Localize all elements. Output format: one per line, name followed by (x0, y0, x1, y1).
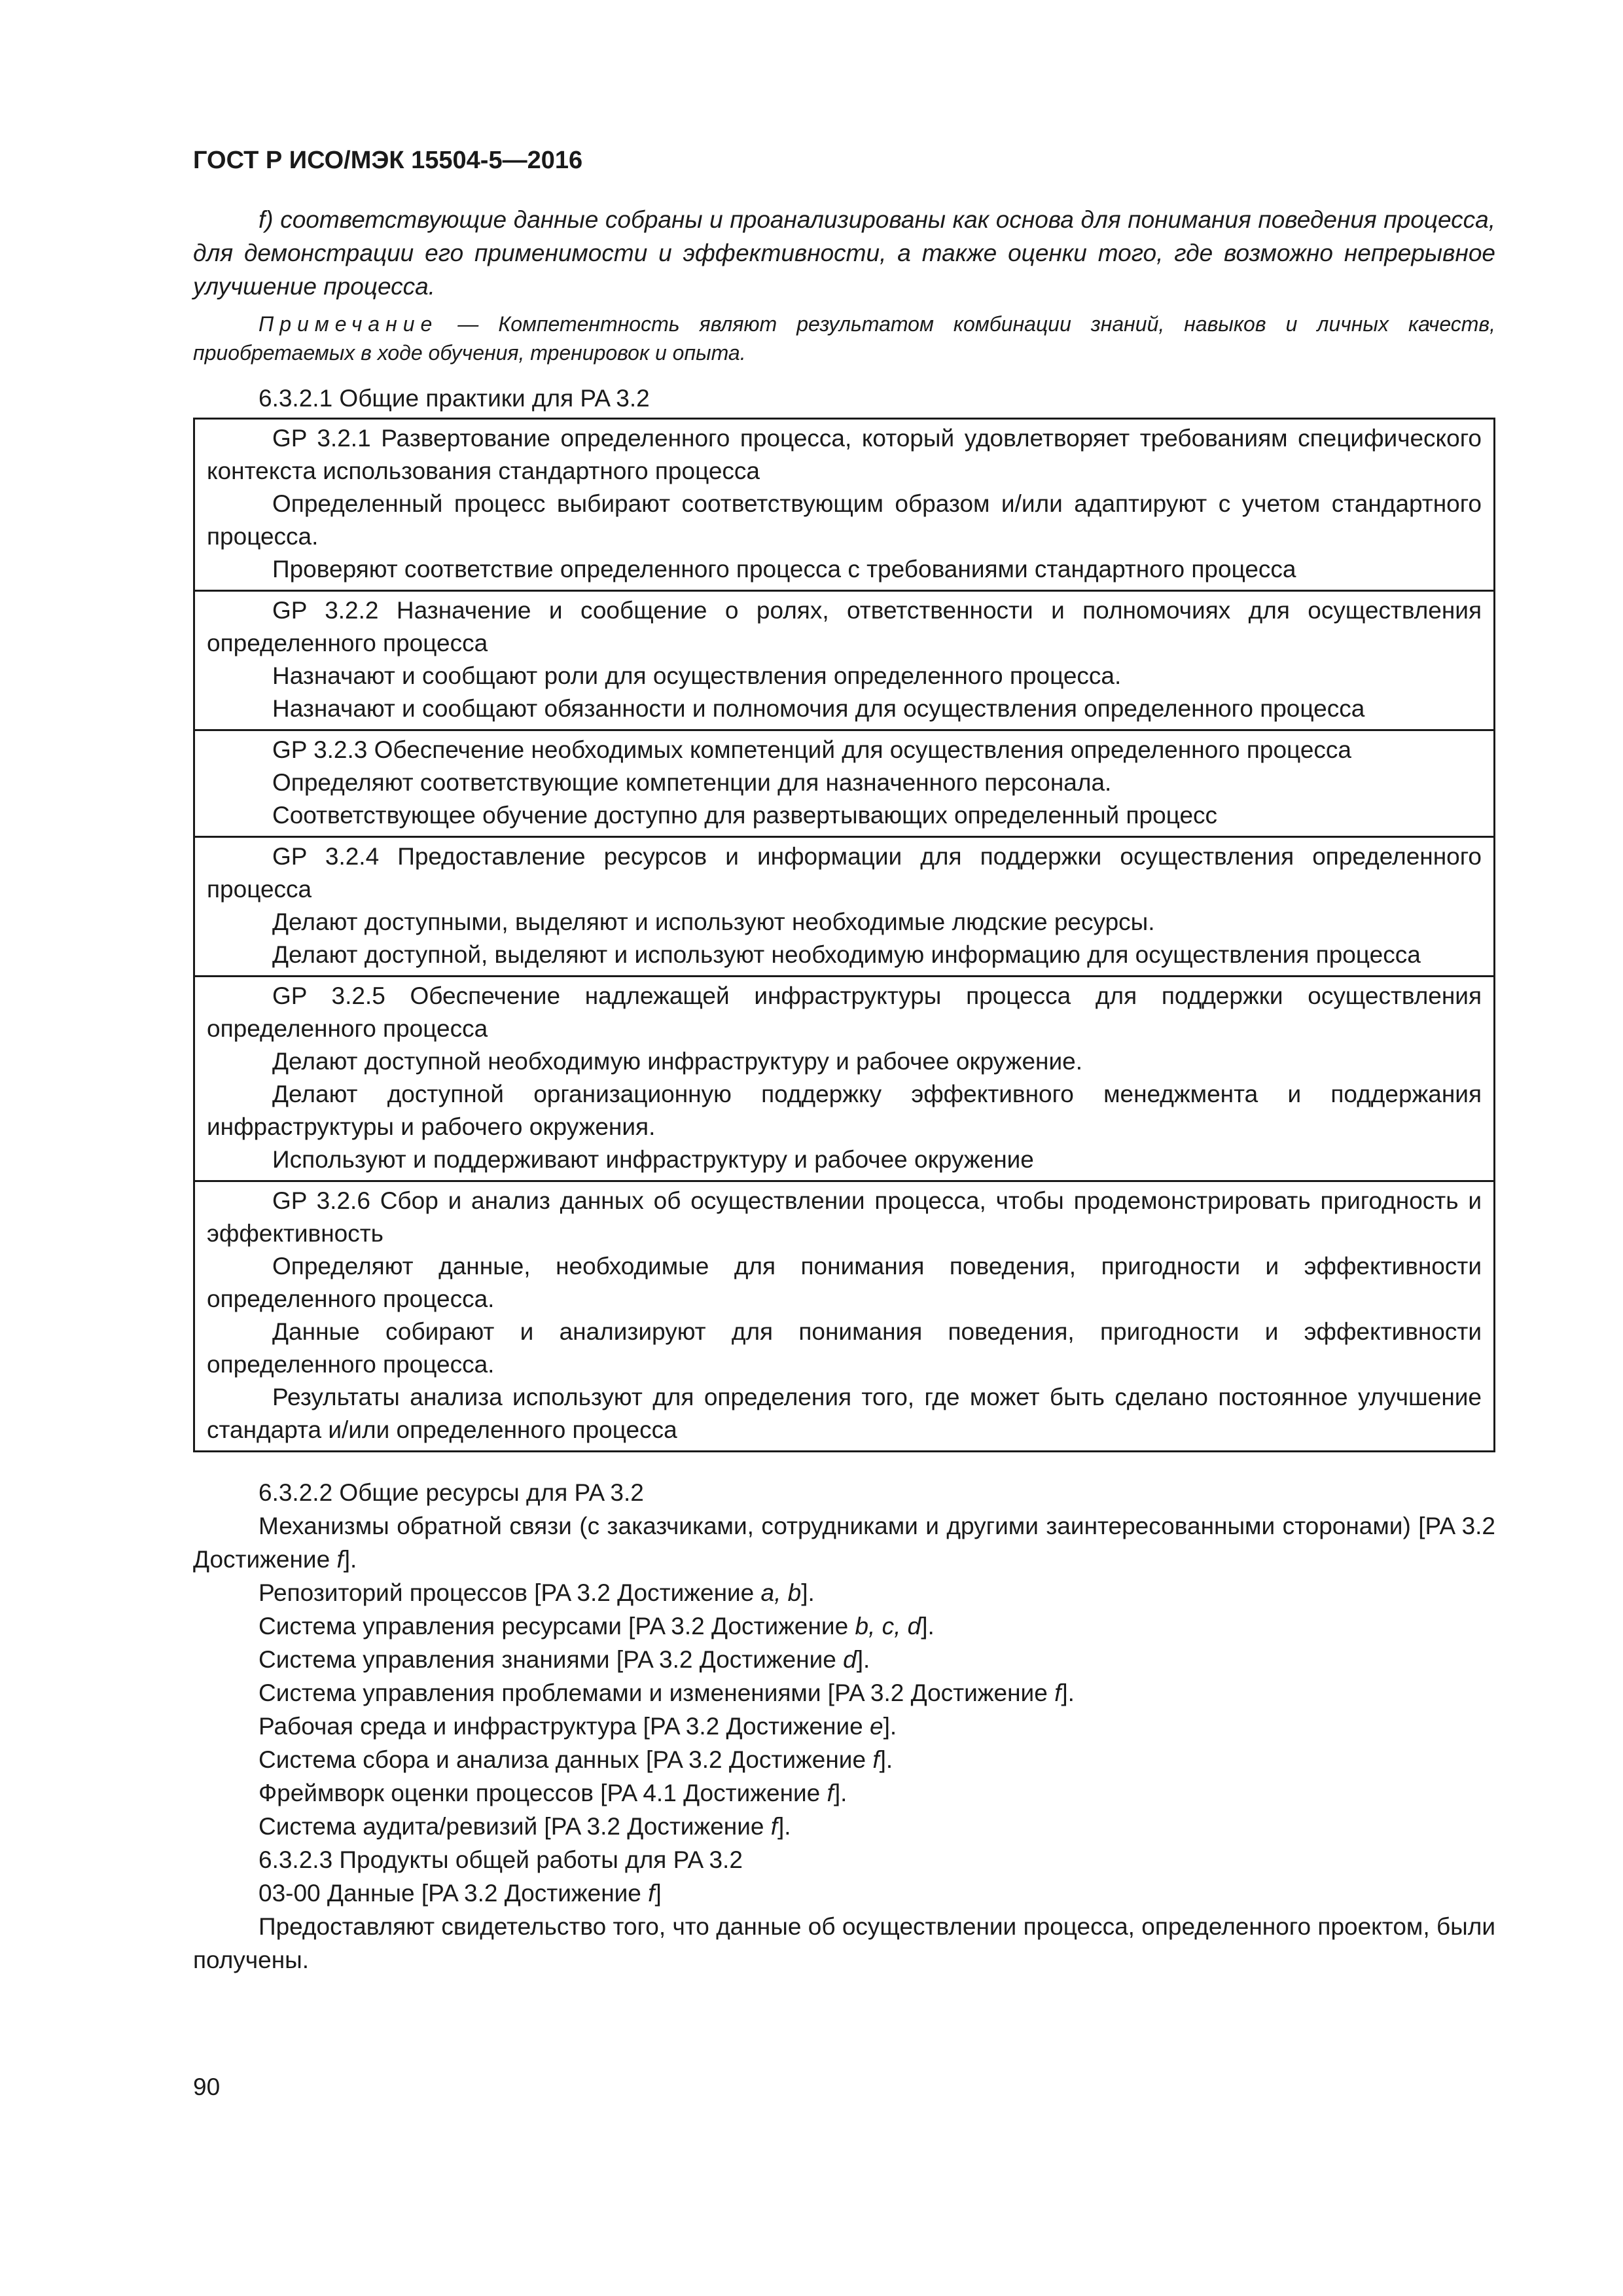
practice-line: Определяют данные, необходимые для понимания поведения, пригодности и эффективности определенного процесса. (207, 1253, 1482, 1312)
resource-item: Система управления ресурсами [PA 3.2 Достижение b, c, d]. (259, 1613, 935, 1640)
document-header: ГОСТ Р ИСО/МЭК 15504-5—2016 (193, 147, 583, 174)
practice-title: GP 3.2.4 Предоставление ресурсов и информации для поддержки осуществления определенного процесса (207, 843, 1482, 903)
resources-section (193, 1476, 1495, 1977)
practice-line: Определенный процесс выбирают соответствующим образом и/или адаптируют с учетом стандартного процесса. (207, 490, 1482, 550)
resource-item: Репозиторий процессов [PA 3.2 Достижение a, b]. (259, 1579, 815, 1606)
practice-line: Назначают и сообщают обязанности и полномочия для осуществления определенного процесса (272, 695, 1365, 722)
section-heading-6322: 6.3.2.2 Общие ресурсы для PA 3.2 (259, 1479, 644, 1506)
practice-title: GP 3.2.3 Обеспечение необходимых компетенций для осуществления определенного процесса (272, 736, 1351, 763)
practice-line: Результаты анализа используют для определения того, где может быть сделано постоянное улучшение стандарта и/или определенного процесса (207, 1384, 1482, 1443)
resource-item: Фреймворк оценки процессов [PA 4.1 Достижение f]. (259, 1780, 847, 1806)
practices-table (193, 418, 1495, 1452)
resource-item: Система управления знаниями [PA 3.2 Достижение d]. (259, 1646, 870, 1673)
practice-line: Данные собирают и анализируют для понимания поведения, пригодности и эффективности определенного процесса. (207, 1318, 1482, 1378)
resource-item: Система сбора и анализа данных [PA 3.2 Достижение f]. (259, 1746, 893, 1773)
practice-line: Назначают и сообщают роли для осуществления определенного процесса. (272, 662, 1122, 689)
resource-item: Рабочая среда и инфраструктура [PA 3.2 Достижение e]. (259, 1713, 897, 1740)
practice-line: Делают доступными, выделяют и используют необходимые людские ресурсы. (272, 908, 1155, 935)
practice-line: Используют и поддерживают инфраструктуру и рабочее окружение (272, 1146, 1034, 1173)
practice-line: Проверяют соответствие определенного процесса с требованиями стандартного процесса (272, 556, 1296, 583)
note-label: Примечание (259, 312, 438, 336)
section-heading-6321: 6.3.2.1 Общие практики для PA 3.2 (259, 385, 650, 412)
page-content (193, 144, 1495, 1977)
practice-line: Соответствующее обучение доступно для развертывающих определенный процесс (272, 802, 1218, 829)
practice-cell-3 (195, 731, 1493, 838)
practice-line: Делают доступной, выделяют и используют необходимую информацию для осуществления процесса (272, 941, 1421, 968)
resource-item: Система аудита/ревизий [PA 3.2 Достижение f]. (259, 1813, 791, 1840)
resource-item: Система управления проблемами и изменениями [PA 3.2 Достижение f]. (259, 1679, 1075, 1706)
practice-title: GP 3.2.6 Сбор и анализ данных об осуществлении процесса, чтобы продемонстрировать пригодность и эффективность (207, 1187, 1482, 1247)
work-product-item: 03-00 Данные [PA 3.2 Достижение f] (259, 1880, 662, 1907)
work-product-description: Предоставляют свидетельство того, что данные об осуществлении процесса, определенного проектом, были получены. (193, 1913, 1495, 1973)
practice-line: Определяют соответствующие компетенции для назначенного персонала. (272, 769, 1112, 796)
practice-title: GP 3.2.1 Развертование определенного процесса, который удовлетворяет требованиям специфического контекста использования стандартного процесса (207, 425, 1482, 484)
practice-line: Делают доступной необходимую инфраструктуру и рабочее окружение. (272, 1048, 1083, 1075)
note (193, 310, 1495, 367)
section-heading-6323: 6.3.2.3 Продукты общей работы для PA 3.2 (259, 1846, 743, 1873)
intro-item-f: f) соответствующие данные собраны и проанализированы как основа для понимания поведения процесса, для демонстрации его применимости и эффективности, а также оценки того, где возможно непрерывное улучшение процесса. (193, 206, 1495, 300)
resource-item: Механизмы обратной связи (с заказчиками, сотрудниками и другими заинтересованными сторонами) [PA 3.2 Достижение f]. (193, 1513, 1495, 1573)
practice-cell-5 (195, 977, 1493, 1182)
page-number: 90 (193, 2073, 221, 2100)
practice-cell-1 (195, 420, 1493, 592)
note-text: — Компетентность являют результатом комбинации знаний, навыков и личных качеств, приобретаемых в ходе обучения, тренировок и опыта. (193, 312, 1495, 365)
practice-cell-6 (195, 1182, 1493, 1450)
practice-line: Делают доступной организационную поддержку эффективного менеджмента и поддержания инфраструктуры и рабочего окружения. (207, 1081, 1482, 1140)
practice-title: GP 3.2.5 Обеспечение надлежащей инфраструктуры процесса для поддержки осуществления определенного процесса (207, 982, 1482, 1042)
practice-title: GP 3.2.2 Назначение и сообщение о ролях, ответственности и полномочиях для осуществления определенного процесса (207, 597, 1482, 656)
practice-cell-2 (195, 592, 1493, 731)
practice-cell-4 (195, 838, 1493, 977)
